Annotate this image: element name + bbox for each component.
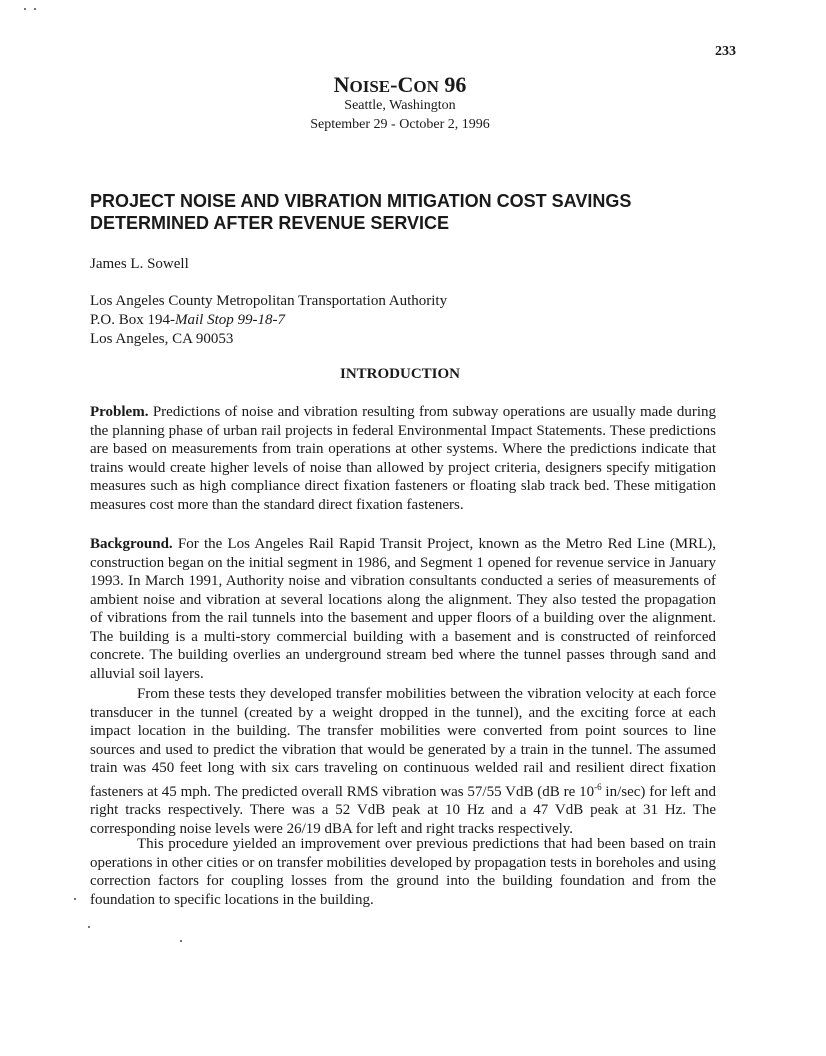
- paper-title-line-1: PROJECT NOISE AND VIBRATION MITIGATION COST SAVINGS: [90, 191, 632, 211]
- problem-label: Problem.: [90, 404, 149, 420]
- paper-title-line-2: DETERMINED AFTER REVENUE SERVICE: [90, 213, 450, 233]
- page-number: 233: [715, 44, 736, 59]
- scan-speck: [88, 926, 90, 928]
- conference-title: NOISE-CON 96: [333, 72, 467, 97]
- affiliation-line-3: Los Angeles, CA 90053: [90, 331, 234, 347]
- procedure-paragraph: This procedure yielded an improvement over previous predictions that had been based on train operations in other cities or on transfer mobilities developed by propagation tests in boreholes and using correction factors for coupling losses from the ground into the building foundation and from the foundation to specific locations in the building.: [90, 836, 716, 908]
- affiliation-line-2: P.O. Box 194-Mail Stop 99-18-7: [90, 312, 286, 328]
- paper-title: [90, 190, 730, 234]
- conference-location: Seattle, Washington: [344, 98, 456, 113]
- scan-speck: [34, 8, 36, 10]
- problem-paragraph: Problem. Predictions of noise and vibration resulting from subway operations are usually made during the planning phase of urban rail projects in federal Environmental Impact Statements. These predictions are based on measurements from train operations at other systems. Where the predictions indicate that trains would create higher levels of noise than allowed by project criteria, designers specify mitigation measures such as high compliance direct fixation fasteners or floating slab track bed. These mitigation measures cost more than the standard direct fixation fasteners.: [90, 404, 716, 513]
- scan-speck: [24, 8, 26, 10]
- conference-dates: September 29 - October 2, 1996: [310, 117, 490, 132]
- background-paragraph: Background. For the Los Angeles Rail Rapid Transit Project, known as the Metro Red Line (MRL), construction began on the initial segment in 1986, and Segment 1 opened for revenue service in January 1993. In March 1991, Authority noise and vibration consultants conducted a series of measurements of ambient noise and vibration at several locations along the alignment. They also tested the propagation of vibrations from the rail tunnels into the basement and upper floors of a building over the alignment. The building is a multi-story commercial building with a basement and is constructed of reinforced concrete. The building overlies an underground stream bed where the tunnel passes through sand and alluvial soil layers.: [90, 536, 716, 682]
- affiliation-line-1: Los Angeles County Metropolitan Transportation Authority: [90, 293, 448, 309]
- scan-speck: [180, 940, 182, 942]
- background-label: Background.: [90, 536, 173, 552]
- scan-speck: [74, 898, 76, 900]
- exponent: -6: [594, 781, 602, 792]
- author-name: James L. Sowell: [90, 256, 189, 272]
- section-heading: INTRODUCTION: [339, 366, 460, 382]
- tests-paragraph: From these tests they developed transfer mobilities between the vibration velocity at each force transducer in the tunnel (created by a weight dropped in the tunnel), and the exciting force at each impact location in the building. The transfer mobilities were converted from point sources to line sources and used to predict the vibration that would be generated by a train in the tunnel. The assumed train was 450 feet long with six cars traveling on continuous welded rail and resilient direct fixation fasteners at 45 mph. The predicted overall RMS vibration was 57/55 VdB (dB re $10^{-6}$ in/sec) for left and right tracks respectively. There was a 52 VdB peak at 10 Hz and a 47 VdB peak at 31 Hz. The corresponding noise levels were 26/19 dBA for left and right tracks respectively.: [90, 686, 716, 837]
